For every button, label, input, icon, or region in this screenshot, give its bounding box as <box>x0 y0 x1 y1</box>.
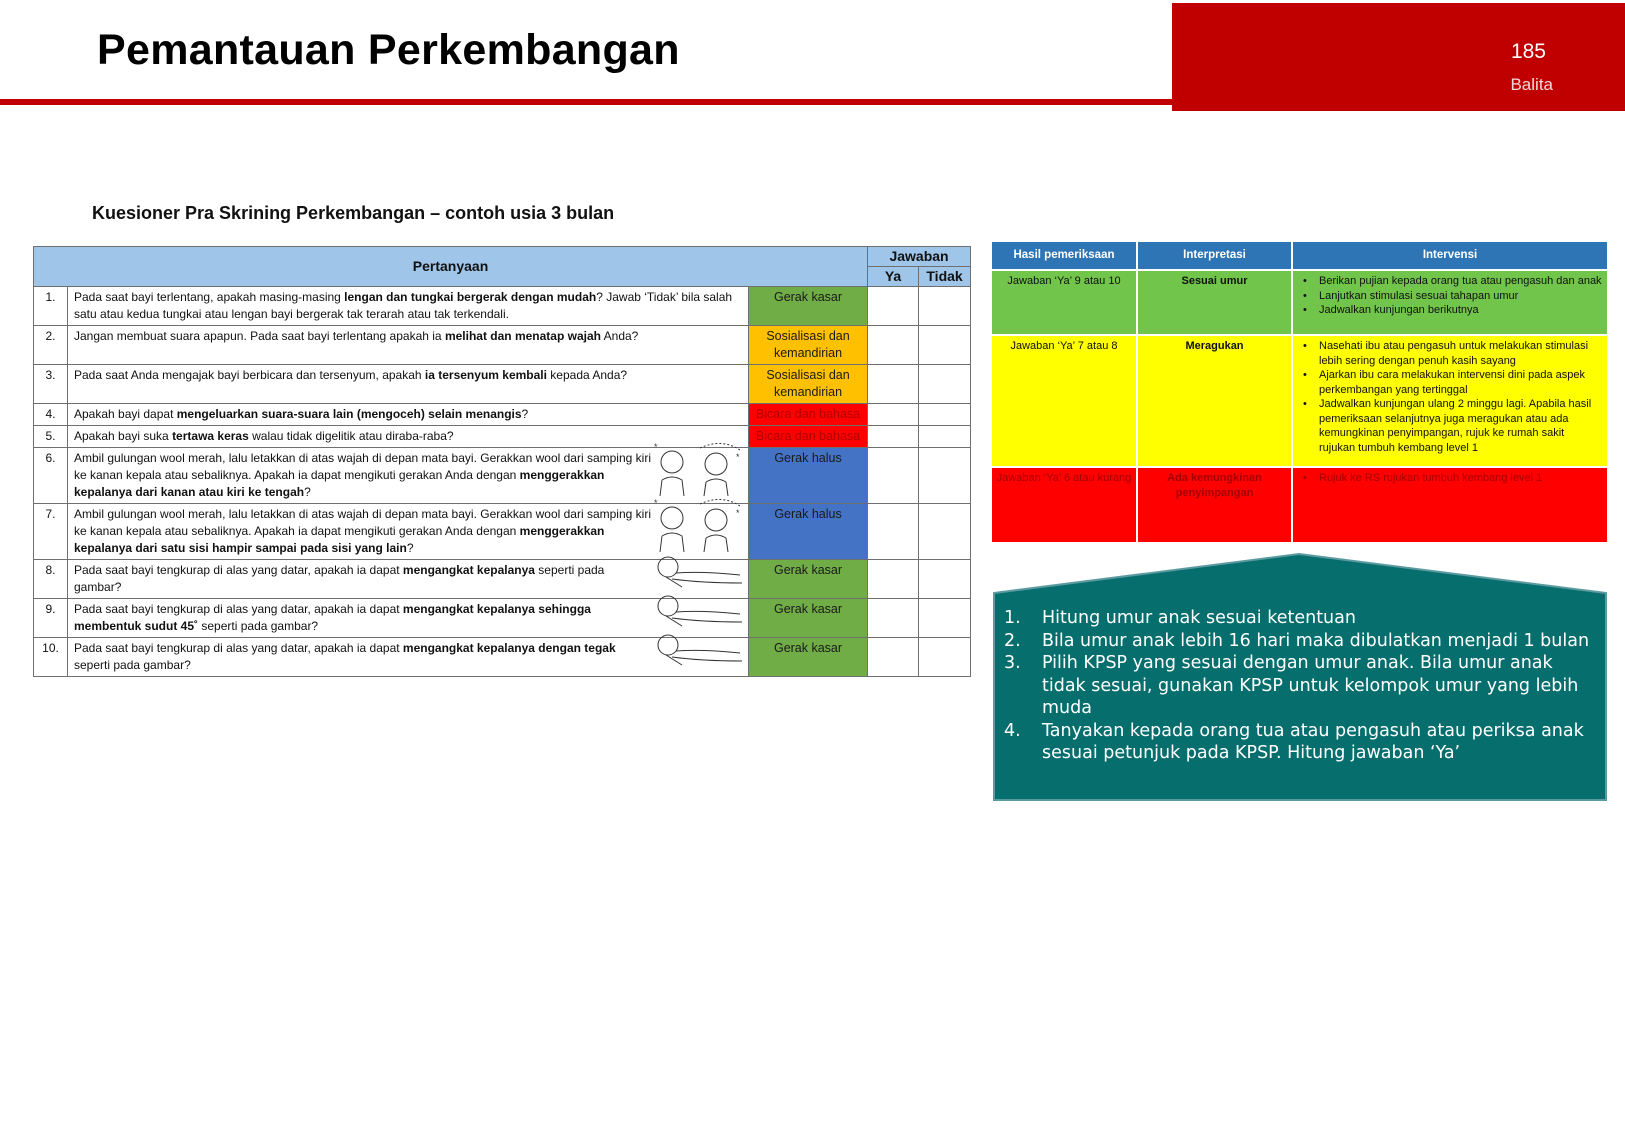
question-row <box>34 326 971 365</box>
step-number: 1. <box>1004 608 1021 628</box>
answer-yes-cell[interactable] <box>868 448 919 504</box>
answer-yes-cell[interactable] <box>868 638 919 677</box>
question-segment: Jangan membuat suara apapun. Pada saat bayi terlentang apakah ia <box>74 329 445 343</box>
question-row <box>34 560 971 599</box>
development-category: Sosialisasi dan kemandirian <box>749 365 868 404</box>
svg-text:*: * <box>736 508 740 518</box>
intervention-item: • Nasehati ibu atau pengasuh untuk melakukan stimulasi lebih sering dengan penuh kasih sayang <box>1297 339 1603 368</box>
question-row <box>34 638 971 677</box>
svg-text:*: * <box>654 498 658 508</box>
answer-yes-cell[interactable] <box>868 560 919 599</box>
result-col-header: Hasil pemeriksaan <box>992 242 1137 270</box>
question-text <box>68 426 749 448</box>
result-interpretation: Meragukan <box>1137 335 1292 467</box>
development-category: Gerak kasar <box>749 638 868 677</box>
question-number: 2. <box>34 326 68 365</box>
question-text <box>68 365 749 404</box>
baby-prone-figure <box>652 631 744 674</box>
answer-yes-cell[interactable] <box>868 287 919 326</box>
result-row <box>992 335 1608 467</box>
intervention-item: • Ajarkan ibu cara melakukan intervensi dini pada aspek perkembangan yang tertinggal <box>1297 368 1603 397</box>
answer-no-cell[interactable] <box>919 404 971 426</box>
intervention-col-header: Intervensi <box>1292 242 1608 270</box>
baby-prone-figure <box>652 592 744 635</box>
question-segment: Apakah bayi dapat <box>74 407 177 421</box>
question-emphasis: mengangkat kepalanya sehingga membentuk sudut 45˚ <box>74 602 591 633</box>
question-segment: Pada saat bayi terlentang, apakah masing-masing <box>74 290 345 304</box>
question-segment: Pada saat Anda mengajak bayi berbicara dan tersenyum, apakah <box>74 368 425 382</box>
result-row <box>992 270 1608 335</box>
baby-prone-figure <box>652 553 744 596</box>
steps-list <box>1004 607 1600 765</box>
baby-head-turn-figure <box>652 440 744 501</box>
answer-no-cell[interactable] <box>919 638 971 677</box>
result-condition: Jawaban ‘Ya’ 6 atau kurang <box>992 467 1137 542</box>
question-emphasis: menggerakkan kepalanya dari kanan atau kiri ke tengah <box>74 468 605 499</box>
question-number: 7. <box>34 504 68 560</box>
question-segment: seperti pada gambar? <box>74 658 191 672</box>
questionnaire-heading: Kuesioner Pra Skrining Perkembangan – contoh usia 3 bulan <box>92 203 615 223</box>
question-segment: Anda? <box>600 329 639 343</box>
title-band <box>0 0 1172 105</box>
question-row <box>34 504 971 560</box>
result-interventions <box>1292 467 1608 542</box>
development-category: Bicara dan bahasa <box>749 404 868 426</box>
step-number: 4. <box>1004 720 1021 741</box>
question-segment: Pada saat bayi tengkurap di alas yang datar, apakah ia dapat <box>74 563 403 577</box>
question-number: 10. <box>34 638 68 677</box>
question-text <box>68 638 749 677</box>
question-number: 5. <box>34 426 68 448</box>
question-text <box>68 442 749 504</box>
result-interventions <box>1292 335 1608 467</box>
answer-yes-cell[interactable] <box>868 404 919 426</box>
question-number: 6. <box>34 448 68 504</box>
question-segment: Ambil gulungan wool merah, lalu letakkan di atas wajah di depan mata bayi. Gerakkan wool dari samping kiri ke kanan kepala atau sebaliknya. Apakah ia dapat mengikuti gerakan Anda dengan <box>74 451 651 482</box>
answer-no-cell[interactable] <box>919 599 971 638</box>
step-item <box>1004 607 1600 630</box>
question-segment: Ambil gulungan wool merah, lalu letakkan di atas wajah di depan mata bayi. Gerakkan wool dari samping kiri ke kanan kepala atau sebaliknya. Apakah ia dapat mengikuti gerakan Anda dengan <box>74 507 651 538</box>
col-answer-header: Jawaban <box>868 247 971 267</box>
answer-yes-cell[interactable] <box>868 599 919 638</box>
question-text <box>68 326 749 365</box>
question-segment: seperti pada gambar? <box>74 563 605 594</box>
result-condition: Jawaban ‘Ya’ 9 atau 10 <box>992 270 1137 335</box>
question-text <box>68 498 749 560</box>
page-number: 185 <box>1510 40 1546 63</box>
question-segment: walau tidak digelitik atau diraba-raba? <box>248 429 454 443</box>
intervention-list <box>1297 274 1603 318</box>
result-condition: Jawaban ‘Ya’ 7 atau 8 <box>992 335 1137 467</box>
intervention-item: • Lanjutkan stimulasi sesuai tahapan umur <box>1297 289 1603 304</box>
question-number: 9. <box>34 599 68 638</box>
step-number: 3. <box>1004 653 1021 673</box>
answer-yes-cell[interactable] <box>868 365 919 404</box>
development-category: Bicara dan bahasa <box>749 426 868 448</box>
step-item <box>1004 630 1600 653</box>
question-emphasis: mengangkat kepalanya dengan tegak <box>402 641 616 655</box>
svg-text:*: * <box>736 452 740 462</box>
answer-no-cell[interactable] <box>919 287 971 326</box>
question-number: 1. <box>34 287 68 326</box>
intervention-item: • Jadwalkan kunjungan ulang 2 minggu lagi. Apabila hasil pemeriksaan selanjutnya juga meragukan atau ada kemungkinan penyimpangan, rujuk ke rumah sakit rujukan tumbuh kembang level 1 <box>1297 397 1603 455</box>
section-label: Balita <box>1510 75 1553 94</box>
question-segment: kepada Anda? <box>546 368 628 382</box>
development-category: Sosialisasi dan kemandirian <box>749 326 868 365</box>
question-number: 8. <box>34 560 68 599</box>
header-red-block <box>1172 3 1625 111</box>
question-segment: ? <box>521 407 529 421</box>
question-text <box>68 560 749 599</box>
intervention-item: • Jadwalkan kunjungan berikutnya <box>1297 303 1603 318</box>
step-text: Tanyakan kepada orang tua atau pengasuh atau periksa anak sesuai petunjuk pada KPSP. Hitung jawaban ‘Ya’ <box>1042 720 1584 763</box>
question-segment: Apakah bayi suka <box>74 429 173 443</box>
step-number: 2. <box>1004 630 1021 651</box>
questionnaire-table <box>33 246 971 677</box>
answer-yes-cell[interactable] <box>868 426 919 448</box>
result-interpretation: Ada kemungkinan penyimpangan <box>1137 467 1292 542</box>
interpretation-col-header: Interpretasi <box>1137 242 1292 270</box>
answer-no-cell[interactable] <box>919 365 971 404</box>
question-text <box>68 404 749 426</box>
development-category: Gerak kasar <box>749 560 868 599</box>
svg-text:*: * <box>654 442 658 452</box>
development-category: Gerak kasar <box>749 599 868 638</box>
col-yes-header: Ya <box>868 267 919 287</box>
result-interventions <box>1292 270 1608 335</box>
question-emphasis: menggerakkan kepalanya dari satu sisi hampir sampai pada sisi yang lain <box>74 524 605 555</box>
answer-no-cell[interactable] <box>919 326 971 365</box>
intervention-item: • Rujuk ke RS rujukan tumbuh kembang level 1 <box>1297 471 1603 486</box>
step-item <box>1004 720 1600 765</box>
answer-no-cell[interactable] <box>919 448 971 504</box>
question-segment: Pada saat bayi tengkurap di alas yang datar, apakah ia dapat <box>74 641 403 655</box>
intervention-list <box>1297 339 1603 455</box>
question-segment: seperti pada gambar? <box>198 619 319 633</box>
page-title: Pemantauan Perkembangan <box>97 26 680 74</box>
answer-no-cell[interactable] <box>919 560 971 599</box>
question-segment: ? <box>304 485 311 499</box>
result-table <box>992 242 1609 542</box>
answer-no-cell[interactable] <box>919 426 971 448</box>
question-number: 4. <box>34 404 68 426</box>
question-emphasis: lengan dan tungkai bergerak dengan mudah <box>344 290 597 304</box>
question-emphasis: mengeluarkan suara-suara lain (mengoceh) selain menangis <box>176 407 522 421</box>
intervention-list <box>1297 471 1603 486</box>
question-segment: ? Jawab ‘Tidak’ bila salah satu atau kedua tungkai atau lengan bayi bergerak tak terarah atau tak terkendali. <box>74 290 733 321</box>
step-item <box>1004 652 1600 720</box>
question-number: 3. <box>34 365 68 404</box>
development-category: Gerak halus <box>749 504 868 560</box>
result-body <box>992 270 1608 542</box>
question-row <box>34 599 971 638</box>
question-row <box>34 426 971 448</box>
col-question-header: Pertanyaan <box>34 247 868 287</box>
step-text: Bila umur anak lebih 16 hari maka dibulatkan menjadi 1 bulan <box>1042 630 1590 651</box>
result-interpretation: Sesuai umur <box>1137 270 1292 335</box>
col-no-header: Tidak <box>919 267 971 287</box>
question-row <box>34 365 971 404</box>
question-emphasis: tertawa keras <box>172 429 249 443</box>
baby-head-turn-figure <box>652 496 744 557</box>
question-row <box>34 448 971 504</box>
question-emphasis: mengangkat kepalanya <box>402 563 535 577</box>
answer-yes-cell[interactable] <box>868 326 919 365</box>
step-text: Pilih KPSP yang sesuai dengan umur anak. Bila umur anak tidak sesuai, gunakan KPSP untuk kelompok umur yang lebih muda <box>1042 653 1579 718</box>
answer-no-cell[interactable] <box>919 504 971 560</box>
question-row <box>34 404 971 426</box>
question-segment: Pada saat bayi tengkurap di alas yang datar, apakah ia dapat <box>74 602 403 616</box>
question-emphasis: ia tersenyum kembali <box>424 368 547 382</box>
development-category: Gerak kasar <box>749 287 868 326</box>
answer-yes-cell[interactable] <box>868 504 919 560</box>
development-category: Gerak halus <box>749 448 868 504</box>
question-segment: ? <box>406 541 414 555</box>
questionnaire-body <box>34 287 971 677</box>
step-text: Hitung umur anak sesuai ketentuan <box>1042 608 1356 628</box>
question-text <box>68 287 749 326</box>
question-row <box>34 287 971 326</box>
question-emphasis: melihat dan menatap wajah <box>444 329 601 343</box>
result-row <box>992 467 1608 542</box>
question-text <box>68 599 749 638</box>
intervention-item: • Berikan pujian kepada orang tua atau pengasuh dan anak <box>1297 274 1603 289</box>
